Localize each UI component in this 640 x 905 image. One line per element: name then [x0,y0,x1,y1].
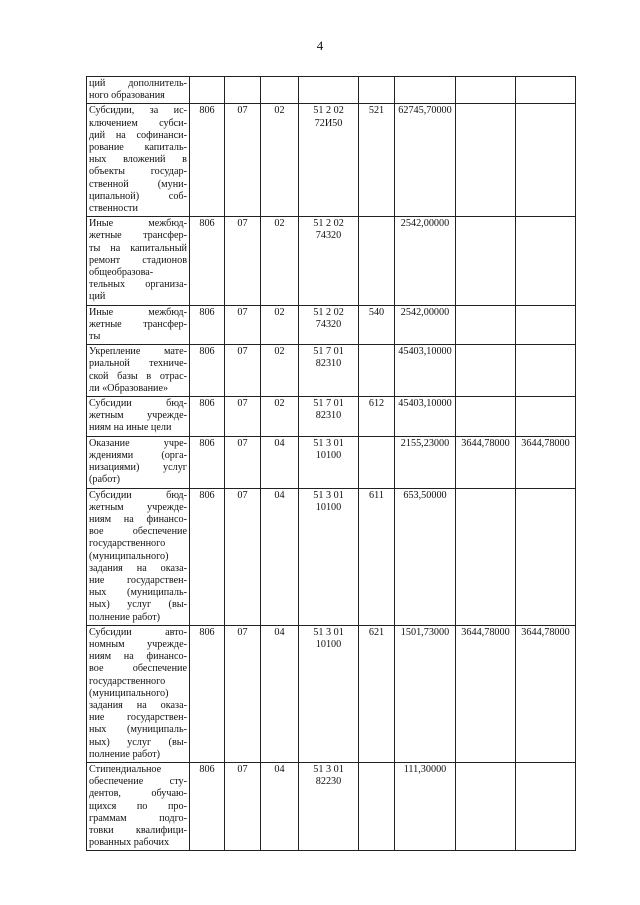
expense-name-line: ниям на финансо- [89,513,187,525]
expense-name-line: жетные трансфер- [89,230,187,242]
target-article-cell: 51 3 01 10100 [299,488,359,625]
subsection-code-cell [261,77,299,104]
target-article-cell: 51 7 01 82310 [299,397,359,437]
expense-name-line: вое обеспечение [89,663,187,675]
expense-name-line: Субсидии, за ис- [89,105,187,117]
expense-name-line: государственного [89,675,166,687]
org-code-cell: 806 [190,345,225,397]
expense-name-line: дий на софинанси- [89,129,187,141]
target-article-cell: 51 7 01 82310 [299,345,359,397]
expense-type-cell [359,217,395,305]
expense-type-cell: 611 [359,488,395,625]
table-row [87,488,576,625]
amount-year-2-cell [456,488,516,625]
expense-name-line: задания на оказа- [89,699,187,711]
expense-name-line: (работ) [89,474,120,486]
amount-year-3-cell: 3644,78000 [516,625,576,762]
amount-year-2-cell [456,104,516,217]
section-code-cell: 07 [225,488,261,625]
amount-year-2-cell [456,345,516,397]
table-row [87,625,576,762]
amount-year-3-cell [516,77,576,104]
amount-year-2-cell [456,305,516,345]
expense-name-cell [87,397,190,437]
org-code-cell: 806 [190,436,225,488]
expense-type-cell: 540 [359,305,395,345]
expense-name-line: Субсидии авто- [89,626,187,638]
amount-year-2-cell: 3644,78000 [456,625,516,762]
table-row [87,217,576,305]
expense-name-line: ного образования [89,90,165,102]
expense-name-cell [87,625,190,762]
expense-name-line: жетные трансфер- [89,318,187,330]
org-code-cell: 806 [190,762,225,850]
amount-year-1-cell: 45403,10000 [395,345,456,397]
expense-name-line: (муниципального) [89,687,169,699]
amount-year-3-cell [516,397,576,437]
expense-name-line: рованных рабочих [89,837,170,849]
expense-name-line: (муниципального) [89,550,169,562]
subsection-code-cell: 04 [261,436,299,488]
expense-name-line: полнение работ) [89,611,161,623]
org-code-cell: 806 [190,217,225,305]
expense-name-line: ций дополнитель- [89,78,187,89]
amount-year-3-cell [516,305,576,345]
subsection-code-cell: 02 [261,104,299,217]
expense-name-line: Стипендиальное [89,763,162,775]
section-code-cell: 07 [225,397,261,437]
table-row [87,762,576,850]
amount-year-1-cell: 1501,73000 [395,625,456,762]
expense-name-line: жетным учрежде- [89,501,187,513]
expense-name-line: ципальной) соб- [89,190,187,202]
amount-year-3-cell [516,217,576,305]
target-article-cell: 51 2 02 74320 [299,217,359,305]
org-code-cell: 806 [190,397,225,437]
expense-name-line: ций [89,291,106,303]
expense-type-cell [359,345,395,397]
subsection-code-cell: 02 [261,397,299,437]
section-code-cell: 07 [225,217,261,305]
expense-name-line: тельных организа- [89,279,187,291]
table-row [87,77,576,104]
expense-name-cell [87,436,190,488]
amount-year-1-cell: 2155,23000 [395,436,456,488]
amount-year-3-cell [516,762,576,850]
table-row [87,305,576,345]
expense-name-line: рование капиталь- [89,142,187,154]
target-article-cell: 51 2 02 72И50 [299,104,359,217]
subsection-code-cell: 02 [261,305,299,345]
target-article-cell: 51 2 02 74320 [299,305,359,345]
expense-name-line: задания на оказа- [89,562,187,574]
expense-type-cell: 612 [359,397,395,437]
org-code-cell: 806 [190,625,225,762]
expense-name-line: Субсидии бюд- [89,398,187,410]
target-article-cell: 51 3 01 10100 [299,625,359,762]
expense-name-cell [87,488,190,625]
amount-year-1-cell: 653,50000 [395,488,456,625]
section-code-cell [225,77,261,104]
expense-name-line: ственности [89,203,138,215]
section-code-cell: 07 [225,436,261,488]
expense-name-line: ние государствен- [89,712,187,724]
expense-name-line: ты [89,331,101,343]
section-code-cell: 07 [225,305,261,345]
expense-name-line: товки квалифици- [89,824,187,836]
org-code-cell: 806 [190,305,225,345]
expense-name-cell [87,305,190,345]
expense-name-line: обеспечение сту- [89,776,187,788]
expense-name-line: ниям на финансо- [89,651,187,663]
amount-year-2-cell [456,762,516,850]
expense-type-cell [359,77,395,104]
expense-name-line: объекты государ- [89,166,187,178]
target-article-cell [299,77,359,104]
expense-name-line: ты на капитальный [89,242,187,254]
amount-year-2-cell [456,217,516,305]
section-code-cell: 07 [225,762,261,850]
expense-name-cell [87,762,190,850]
expense-type-cell [359,436,395,488]
amount-year-1-cell: 62745,70000 [395,104,456,217]
table-row [87,345,576,397]
expense-name-line: Субсидии бюд- [89,489,187,501]
table-row [87,436,576,488]
expense-name-line: щихся по про- [89,800,187,812]
expense-name-line: ли «Образование» [89,382,169,394]
expense-name-line: Оказание учре- [89,437,187,449]
budget-table-body [87,77,576,851]
page-number: 4 [316,38,324,53]
subsection-code-cell: 02 [261,345,299,397]
expense-name-line: ключением субси- [89,117,187,129]
expense-name-cell [87,345,190,397]
expense-name-line: ремонт стадионов [89,254,187,266]
amount-year-2-cell: 3644,78000 [456,436,516,488]
expense-name-line: вое обеспечение [89,526,187,538]
expense-name-line: номным учрежде- [89,638,187,650]
expense-name-line: общеобразова- [89,267,154,279]
section-code-cell: 07 [225,345,261,397]
amount-year-3-cell [516,104,576,217]
expense-name-cell [87,104,190,217]
expense-name-line: государственного [89,538,166,550]
expense-name-line: полнение работ) [89,748,161,760]
amount-year-1-cell: 45403,10000 [395,397,456,437]
section-code-cell: 07 [225,625,261,762]
expense-name-cell [87,77,190,104]
expense-type-cell [359,762,395,850]
expense-name-line: ных) услуг (вы- [89,736,187,748]
expense-name-line: Иные межбюд- [89,218,187,230]
table-row [87,397,576,437]
expense-type-cell: 521 [359,104,395,217]
target-article-cell: 51 3 01 82230 [299,762,359,850]
amount-year-3-cell [516,345,576,397]
subsection-code-cell: 04 [261,762,299,850]
expense-name-line: ской базы в отрас- [89,370,187,382]
target-article-cell: 51 3 01 10100 [299,436,359,488]
org-code-cell: 806 [190,488,225,625]
amount-year-3-cell: 3644,78000 [516,436,576,488]
subsection-code-cell: 04 [261,488,299,625]
expense-name-line: дентов, обучаю- [89,788,187,800]
expense-name-line: ниям на иные цели [89,422,172,434]
expense-name-line: ние государствен- [89,574,187,586]
amount-year-1-cell: 111,30000 [395,762,456,850]
expense-name-line: жетным учрежде- [89,410,187,422]
amount-year-2-cell [456,77,516,104]
org-code-cell: 806 [190,104,225,217]
budget-table [86,76,576,851]
expense-name-line: риальной техниче- [89,358,187,370]
expense-type-cell: 621 [359,625,395,762]
amount-year-1-cell: 2542,00000 [395,217,456,305]
expense-name-line: ных (муниципаль- [89,587,187,599]
amount-year-2-cell [456,397,516,437]
expense-name-cell [87,217,190,305]
expense-name-line: граммам подго- [89,812,187,824]
table-row [87,104,576,217]
section-code-cell: 07 [225,104,261,217]
expense-name-line: ных вложений в [89,154,187,166]
expense-name-line: ных (муниципаль- [89,724,187,736]
org-code-cell [190,77,225,104]
expense-name-line: Укрепление мате- [89,346,187,358]
expense-name-line: ных) услуг (вы- [89,599,187,611]
expense-name-line: Иные межбюд- [89,306,187,318]
subsection-code-cell: 02 [261,217,299,305]
expense-name-line: низациями) услуг [89,462,187,474]
expense-name-line: ждениями (орга- [89,449,187,461]
amount-year-1-cell: 2542,00000 [395,305,456,345]
expense-name-line: ственной (муни- [89,178,187,190]
subsection-code-cell: 04 [261,625,299,762]
amount-year-3-cell [516,488,576,625]
amount-year-1-cell [395,77,456,104]
